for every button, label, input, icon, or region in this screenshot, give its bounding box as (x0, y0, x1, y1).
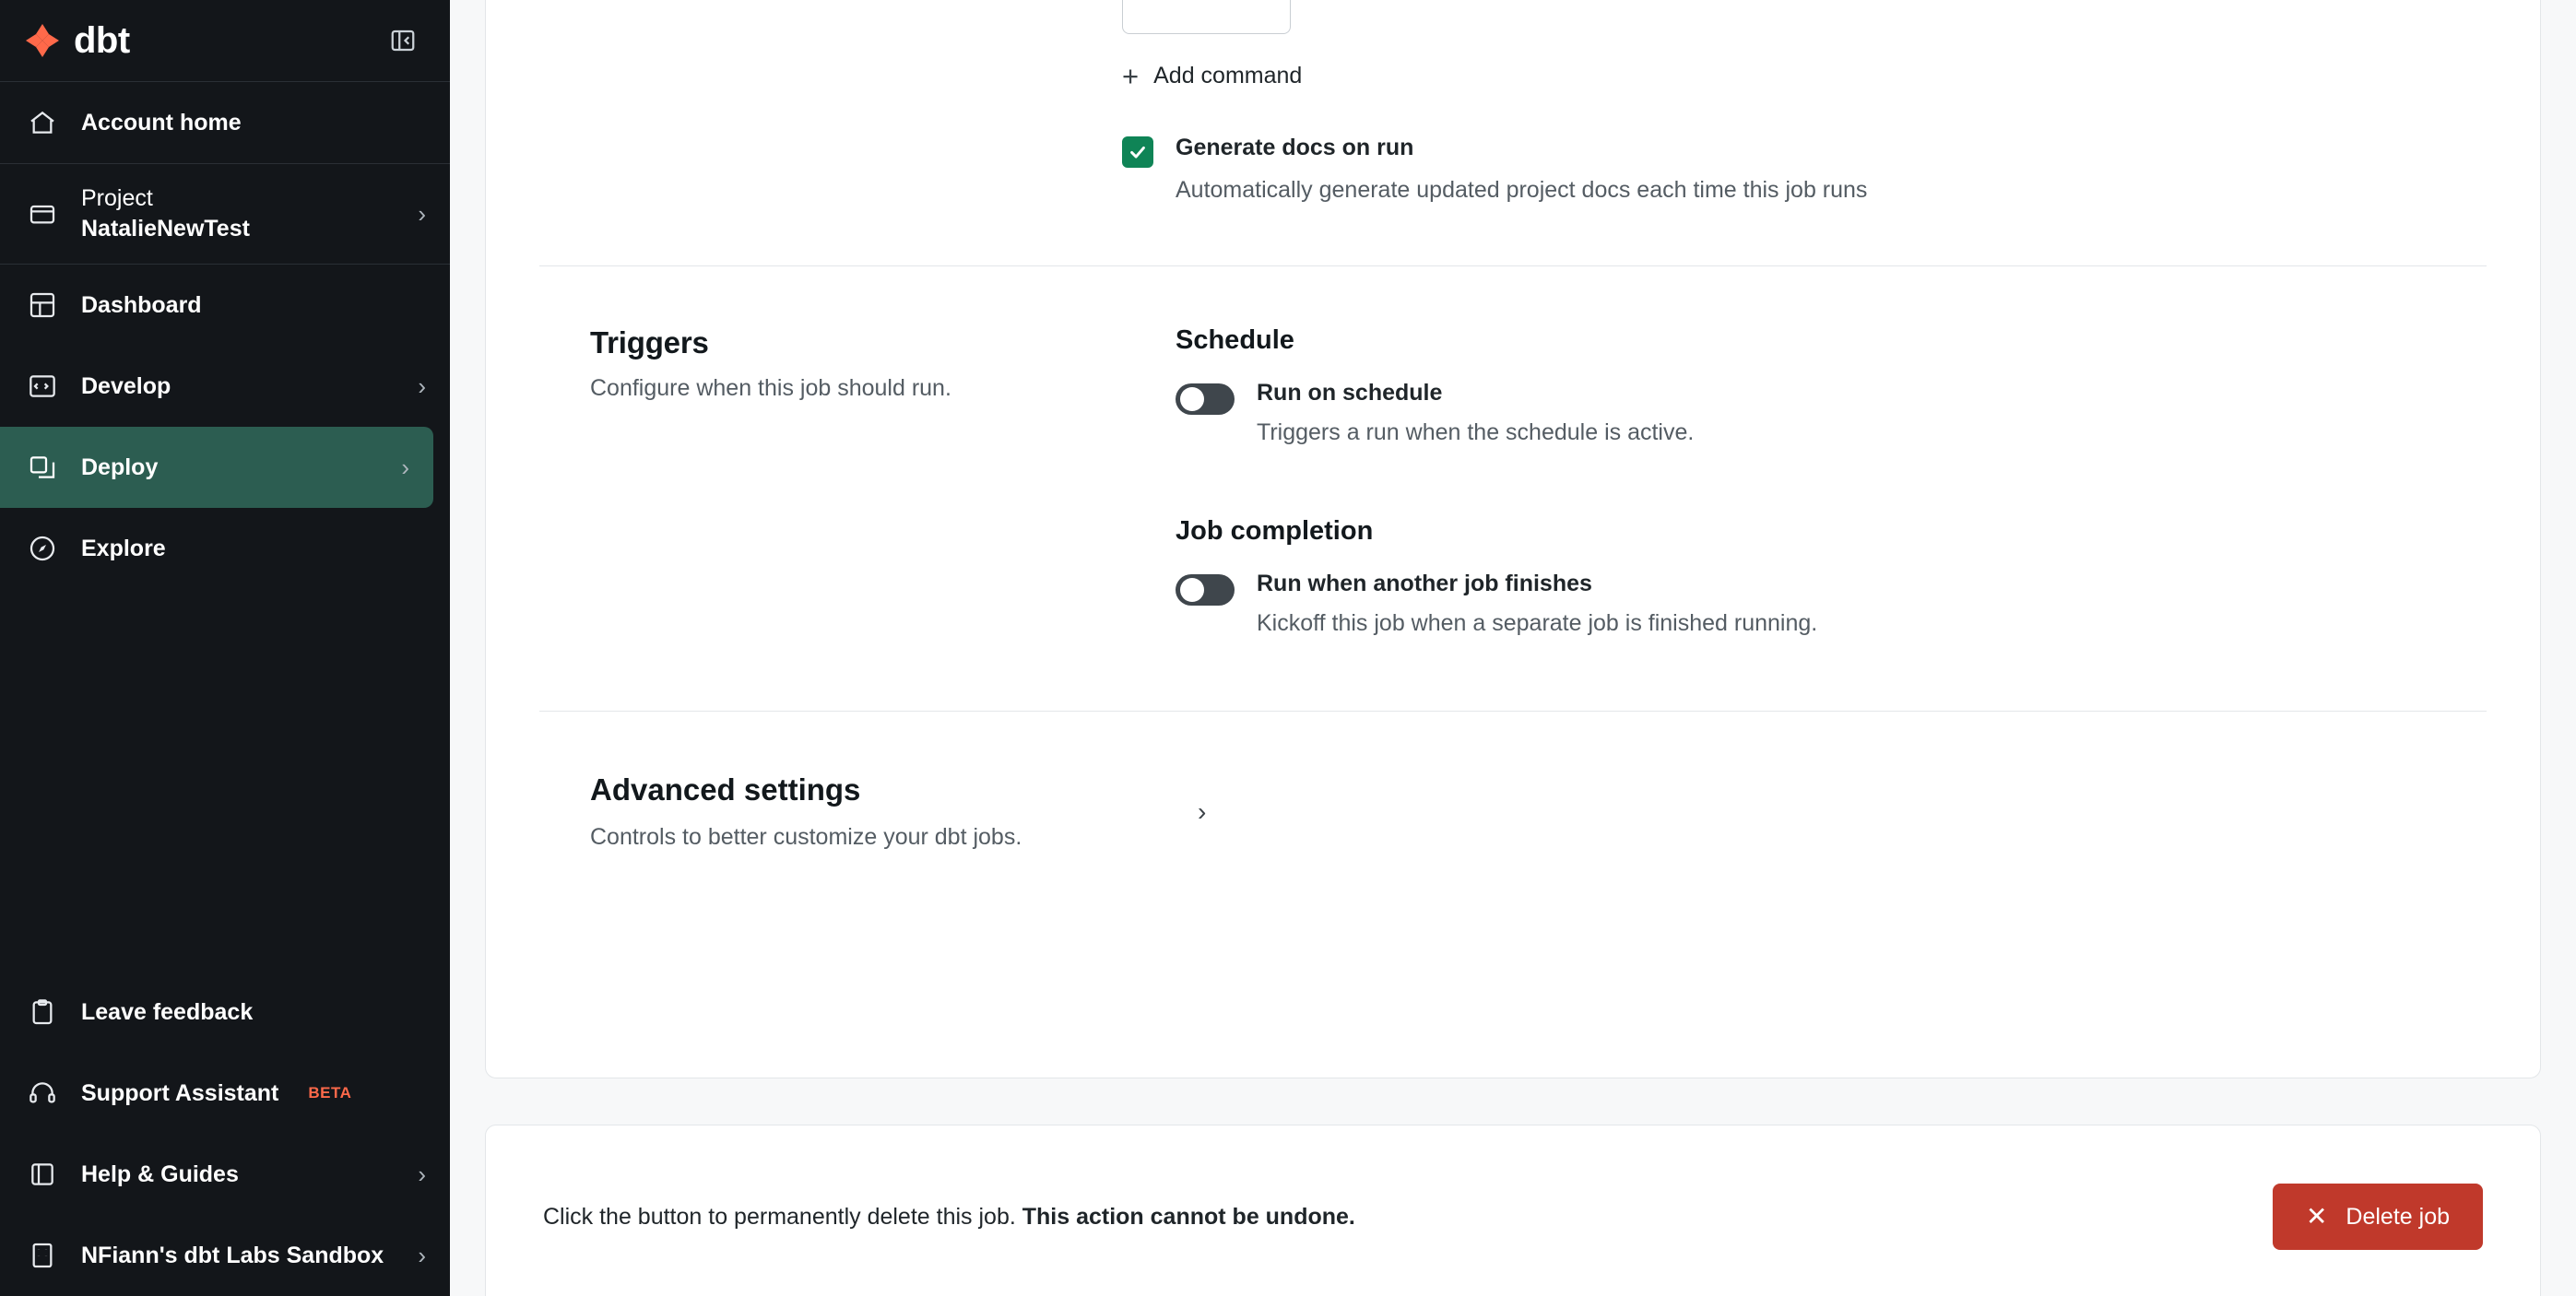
advanced-settings-row[interactable] (486, 772, 2540, 851)
sidebar-item-label: Account home (81, 109, 242, 135)
run-on-schedule-toggle[interactable] (1176, 383, 1235, 415)
main-content (450, 0, 2576, 1296)
sidebar-item-project[interactable] (0, 164, 450, 264)
schedule-heading: Schedule (1176, 325, 1294, 355)
triggers-description: Configure when this job should run. (590, 375, 951, 401)
generate-docs-text (1176, 133, 1867, 205)
dbt-logo-icon (24, 22, 61, 59)
sidebar-bottom (0, 972, 450, 1296)
triggers-section (486, 266, 2540, 637)
divider (539, 711, 2487, 712)
chevron-right-icon: › (418, 200, 426, 228)
add-command-button[interactable] (1122, 62, 2540, 90)
run-when-another-toggle[interactable] (1176, 574, 1235, 606)
sidebar-header (0, 0, 450, 81)
run-when-another-description: Kickoff this job when a separate job is finished running. (1257, 610, 1818, 636)
chevron-right-icon: › (418, 1161, 426, 1188)
sidebar-item-label: Leave feedback (81, 998, 254, 1025)
chevron-right-icon[interactable]: › (1198, 796, 1207, 826)
headset-icon (24, 1075, 61, 1112)
book-icon (24, 1156, 61, 1193)
sidebar-item-help-guides[interactable] (0, 1134, 450, 1215)
project-icon (24, 195, 61, 232)
sidebar-item-label: Dashboard (81, 291, 202, 318)
job-settings-card (485, 0, 2541, 1078)
sidebar-item-account-sandbox[interactable] (0, 1215, 450, 1296)
project-name: NatalieNewTest (81, 216, 250, 242)
triggers-heading-block (539, 325, 1176, 637)
chevron-right-icon: › (418, 372, 426, 400)
collapse-sidebar-icon[interactable] (387, 25, 419, 56)
sidebar (0, 0, 450, 1296)
triggers-title: Triggers (590, 325, 709, 359)
chevron-right-icon: › (401, 454, 409, 481)
deploy-icon (24, 449, 61, 486)
delete-job-button[interactable] (2273, 1184, 2483, 1250)
sidebar-item-label: Deploy (81, 454, 159, 480)
advanced-settings-text (539, 772, 1176, 851)
generate-docs-row (1122, 133, 2540, 205)
advanced-settings-description: Controls to better customize your dbt jobs. (590, 824, 1022, 850)
home-icon (24, 104, 61, 141)
run-on-schedule-text (1257, 380, 1694, 446)
sidebar-item-explore[interactable] (0, 508, 450, 589)
generate-docs-title: Generate docs on run (1176, 135, 1414, 160)
status-badge: BETA (308, 1084, 352, 1102)
advanced-settings-title: Advanced settings (590, 772, 861, 807)
code-icon (24, 368, 61, 405)
clipboard-icon (24, 994, 61, 1031)
generate-docs-checkbox[interactable] (1122, 136, 1153, 168)
compass-icon (24, 530, 61, 567)
sidebar-item-label: NFiann's dbt Labs Sandbox (81, 1242, 384, 1268)
run-when-another-title: Run when another job finishes (1257, 571, 1592, 596)
add-command-label: Add command (1153, 63, 1303, 88)
run-when-another-row (1176, 571, 2487, 637)
delete-job-text-bold: This action cannot be undone. (1022, 1203, 1355, 1230)
delete-job-description (543, 1204, 1355, 1231)
chevron-right-icon: › (418, 1242, 426, 1269)
sidebar-spacer (0, 589, 450, 972)
building-icon (24, 1237, 61, 1274)
generate-docs-description: Automatically generate updated project docs each time this job runs (1176, 176, 1868, 203)
triggers-controls (1176, 325, 2487, 637)
toggle-knob (1180, 387, 1204, 411)
run-when-another-text (1257, 571, 1817, 637)
command-input[interactable] (1122, 0, 1291, 34)
job-completion-heading: Job completion (1176, 516, 1374, 546)
close-icon: ✕ (2305, 1202, 2328, 1231)
sidebar-item-label: Support Assistant (81, 1079, 279, 1106)
brand-name: dbt (74, 19, 130, 61)
delete-job-label: Delete job (2346, 1203, 2450, 1230)
sidebar-item-dashboard[interactable] (0, 265, 450, 346)
sidebar-item-deploy[interactable] (0, 427, 433, 508)
delete-job-text-before: Click the button to permanently delete this job. (543, 1203, 1022, 1230)
toggle-knob (1180, 578, 1204, 602)
plus-icon: + (1122, 60, 1140, 92)
brand-logo[interactable] (24, 20, 130, 62)
dashboard-icon (24, 287, 61, 324)
sidebar-item-leave-feedback[interactable] (0, 972, 450, 1053)
sidebar-item-label: Help & Guides (81, 1161, 239, 1187)
danger-zone-card (485, 1125, 2541, 1296)
sidebar-item-support-assistant[interactable] (0, 1053, 450, 1134)
run-on-schedule-title: Run on schedule (1257, 380, 1443, 406)
project-label: Project (81, 185, 153, 211)
sidebar-item-label: Develop (81, 372, 171, 399)
run-on-schedule-description: Triggers a run when the schedule is active. (1257, 419, 1695, 445)
sidebar-item-label: Explore (81, 535, 166, 561)
sidebar-item-account-home[interactable] (0, 82, 450, 163)
run-on-schedule-row (1176, 380, 2487, 446)
sidebar-item-develop[interactable] (0, 346, 450, 427)
